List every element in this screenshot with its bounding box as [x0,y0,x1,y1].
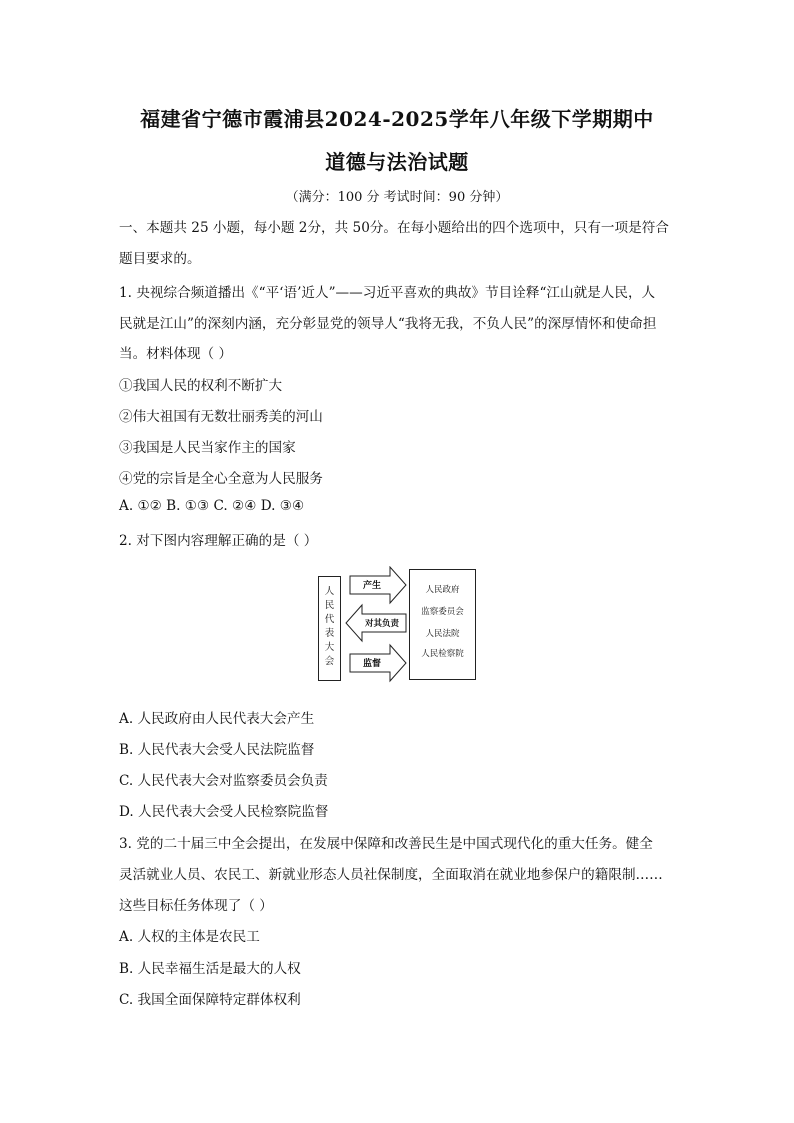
question-1-item: ③我国是人民当家作主的国家 [119,440,296,456]
question-1-stem: 民就是江山”的深刻内涵，充分彰显党的领导人“我将无我，不负人民”的深厚情怀和使命担 [119,316,657,332]
document-title-line1: 福建省宁德市霞浦县2024-2025学年八年级下学期期中 [140,107,654,131]
arrow-top-label: 产生 [362,581,382,591]
right-item: 监察委员会 [421,607,464,617]
left-char-4: 大 [324,642,335,653]
right-item: 人民检察院 [421,649,464,659]
left-char-0: 人 [324,586,335,597]
question-3-option: A. 人权的主体是农民工 [119,929,260,945]
left-char-1: 民 [324,600,335,611]
right-item: 人民政府 [425,585,460,595]
document-title-line2: 道德与法治试题 [325,150,469,174]
question-3-option: C. 我国全面保障特定群体权利 [119,992,301,1008]
question-3-stem: 灵活就业人员、农民工、新就业形态人员社保制度，全面取消在就业地参保户的籍限制…… [119,867,663,883]
arrow-bottom-label: 监督 [362,659,382,669]
question-1-item: ①我国人民的权利不断扩大 [119,378,283,394]
question-3-option: B. 人民幸福生活是最大的人权 [119,961,301,977]
question-1-item: ②伟大祖国有无数壮丽秀美的河山 [119,409,323,425]
section-intro: 题目要求的。 [119,251,201,267]
question-1-item: ④党的宗旨是全心全意为人民服务 [119,471,323,487]
right-item: 人民法院 [425,629,460,639]
question-2-option: C. 人民代表大会对监察委员会负责 [119,773,328,789]
arrow-middle-label: 对其负责 [364,619,400,629]
question-1-options: A. ①② B. ①③ C. ②④ D. ③④ [119,498,305,514]
question-1-stem: 1. 央视综合频道播出《“平‘语’近人”——习近平喜欢的典故》节目诠释“江山就是人民，人 [119,285,656,301]
exam-info: （满分：100 分 考试时间：90 分钟） [285,190,509,205]
question-1-stem: 当。材料体现（ ） [119,346,233,362]
question-2-stem: 2. 对下图内容理解正确的是（ ） [119,533,318,549]
question-3-stem: 3. 党的二十届三中全会提出，在发展中保障和改善民生是中国式现代化的重大任务。健全 [119,836,653,852]
diagram-figure [318,566,478,684]
left-char-3: 表 [324,628,335,639]
question-2-option: B. 人民代表大会受人民法院监督 [119,742,315,758]
left-char-2: 代 [324,614,335,625]
left-char-5: 会 [324,656,335,667]
section-intro: 一、本题共 25 小题，每小题 2分，共 50分。在每小题给出的四个选项中，只有一项是符合 [119,220,669,236]
question-2-option: A. 人民政府由人民代表大会产生 [119,711,315,727]
question-3-stem: 这些目标任务体现了（ ） [119,898,273,914]
question-2-option: D. 人民代表大会受人民检察院监督 [119,804,329,820]
